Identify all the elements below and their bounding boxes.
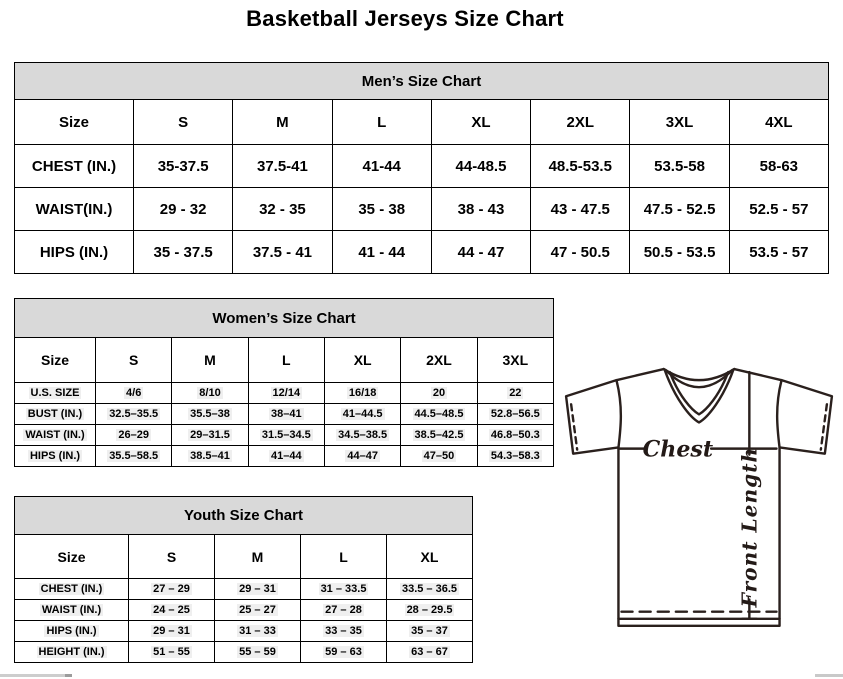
womens-col-header: S: [96, 338, 172, 383]
youth-table-title: Youth Size Chart: [15, 497, 473, 535]
cell: 41–44: [248, 446, 324, 467]
womens-col-header: L: [248, 338, 324, 383]
cell: 53.5 - 57: [729, 231, 828, 274]
womens-col-header: Size: [15, 338, 96, 383]
cell: 35 – 37: [387, 621, 473, 642]
cell: 50.5 - 53.5: [630, 231, 729, 274]
cell: 24 – 25: [129, 600, 215, 621]
youth-col-header: S: [129, 535, 215, 579]
cell: 59 – 63: [301, 642, 387, 663]
cell: 32 - 35: [233, 188, 332, 231]
cell: 52.8–56.5: [477, 404, 553, 425]
cell: 31.5–34.5: [248, 425, 324, 446]
cell: 8/10: [172, 383, 248, 404]
cell: 34.5–38.5: [324, 425, 400, 446]
cell: 41-44: [332, 145, 431, 188]
row-label: BUST (IN.): [15, 404, 96, 425]
womens-size-table: [14, 298, 554, 467]
mens-col-header: 4XL: [729, 100, 828, 145]
row-label: HIPS (IN.): [15, 621, 129, 642]
cell: 46.8–50.3: [477, 425, 553, 446]
cell: 44 - 47: [431, 231, 530, 274]
cell: 29 – 31: [215, 579, 301, 600]
cell: 31 – 33.5: [301, 579, 387, 600]
cell: 29 – 31: [129, 621, 215, 642]
cell: 38.5–42.5: [401, 425, 477, 446]
table-row: [15, 188, 829, 231]
cell: 44-48.5: [431, 145, 530, 188]
youth-col-header: Size: [15, 535, 129, 579]
table-row: [15, 642, 473, 663]
cell: 38–41: [248, 404, 324, 425]
cell: 22: [477, 383, 553, 404]
row-label: U.S. SIZE: [15, 383, 96, 404]
cell: 58-63: [729, 145, 828, 188]
mens-table-title: Men’s Size Chart: [15, 63, 829, 100]
row-label: WAIST (IN.): [15, 600, 129, 621]
table-row: [15, 425, 554, 446]
womens-col-header: 2XL: [401, 338, 477, 383]
chest-label: Chest: [642, 436, 714, 463]
cell: 48.5-53.5: [531, 145, 630, 188]
cell: 28 – 29.5: [387, 600, 473, 621]
cell: 53.5-58: [630, 145, 729, 188]
jersey-measurement-diagram: [558, 360, 840, 652]
cell: 54.3–58.3: [477, 446, 553, 467]
cell: 44.5–48.5: [401, 404, 477, 425]
mens-col-header: Size: [15, 100, 134, 145]
mens-size-table: [14, 62, 829, 274]
cell: 37.5 - 41: [233, 231, 332, 274]
mens-header-row: [15, 100, 829, 145]
cell: 37.5-41: [233, 145, 332, 188]
table-row: [15, 145, 829, 188]
cell: 35-37.5: [134, 145, 233, 188]
cell: 38 - 43: [431, 188, 530, 231]
row-label: HEIGHT (IN.): [15, 642, 129, 663]
cell: 51 – 55: [129, 642, 215, 663]
table-row: [15, 231, 829, 274]
page-title: Basketball Jerseys Size Chart: [246, 6, 564, 31]
jersey-right-seam: [777, 380, 781, 447]
cell: 52.5 - 57: [729, 188, 828, 231]
vneck-inner: [670, 372, 728, 414]
row-label: HIPS (IN.): [15, 231, 134, 274]
cell: 47.5 - 52.5: [630, 188, 729, 231]
cell: 25 – 27: [215, 600, 301, 621]
womens-col-header: XL: [324, 338, 400, 383]
cell: 35.5–38: [172, 404, 248, 425]
table-row: [15, 579, 473, 600]
womens-col-header: M: [172, 338, 248, 383]
cell: 29–31.5: [172, 425, 248, 446]
row-label: CHEST (IN.): [15, 145, 134, 188]
cell: 55 – 59: [215, 642, 301, 663]
mens-col-header: 2XL: [531, 100, 630, 145]
youth-header-row: [15, 535, 473, 579]
row-label: WAIST (IN.): [15, 425, 96, 446]
table-row: [15, 383, 554, 404]
front-length-label: Front Length: [737, 446, 762, 608]
cell: 16/18: [324, 383, 400, 404]
row-label: HIPS (IN.): [15, 446, 96, 467]
cell: 35 - 38: [332, 188, 431, 231]
mens-col-header: S: [134, 100, 233, 145]
youth-col-header: L: [301, 535, 387, 579]
horizontal-scrollbar-fragment-right[interactable]: [815, 674, 843, 677]
table-row: [15, 446, 554, 467]
jersey-left-seam: [616, 380, 620, 447]
cell: 47 - 50.5: [531, 231, 630, 274]
cell: 31 – 33: [215, 621, 301, 642]
cell: 29 - 32: [134, 188, 233, 231]
mens-col-header: M: [233, 100, 332, 145]
table-row: [15, 621, 473, 642]
cell: 33.5 – 36.5: [387, 579, 473, 600]
youth-col-header: XL: [387, 535, 473, 579]
horizontal-scrollbar-fragment-left[interactable]: [0, 674, 72, 677]
cell: 35 - 37.5: [134, 231, 233, 274]
cell: 4/6: [96, 383, 172, 404]
row-label: WAIST(IN.): [15, 188, 134, 231]
womens-col-header: 3XL: [477, 338, 553, 383]
cell: 47–50: [401, 446, 477, 467]
cell: 27 – 28: [301, 600, 387, 621]
cell: 20: [401, 383, 477, 404]
mens-col-header: L: [332, 100, 431, 145]
mens-col-header: 3XL: [630, 100, 729, 145]
cell: 26–29: [96, 425, 172, 446]
cell: 41 - 44: [332, 231, 431, 274]
cell: 32.5–35.5: [96, 404, 172, 425]
womens-header-row: [15, 338, 554, 383]
youth-col-header: M: [215, 535, 301, 579]
cell: 44–47: [324, 446, 400, 467]
cell: 27 – 29: [129, 579, 215, 600]
cell: 41–44.5: [324, 404, 400, 425]
table-row: [15, 404, 554, 425]
row-label: CHEST (IN.): [15, 579, 129, 600]
cell: 12/14: [248, 383, 324, 404]
cell: 33 – 35: [301, 621, 387, 642]
youth-size-table: [14, 496, 473, 663]
cell: 35.5–58.5: [96, 446, 172, 467]
cell: 63 – 67: [387, 642, 473, 663]
womens-table-title: Women’s Size Chart: [15, 299, 554, 338]
table-row: [15, 600, 473, 621]
cell: 38.5–41: [172, 446, 248, 467]
mens-col-header: XL: [431, 100, 530, 145]
cell: 43 - 47.5: [531, 188, 630, 231]
